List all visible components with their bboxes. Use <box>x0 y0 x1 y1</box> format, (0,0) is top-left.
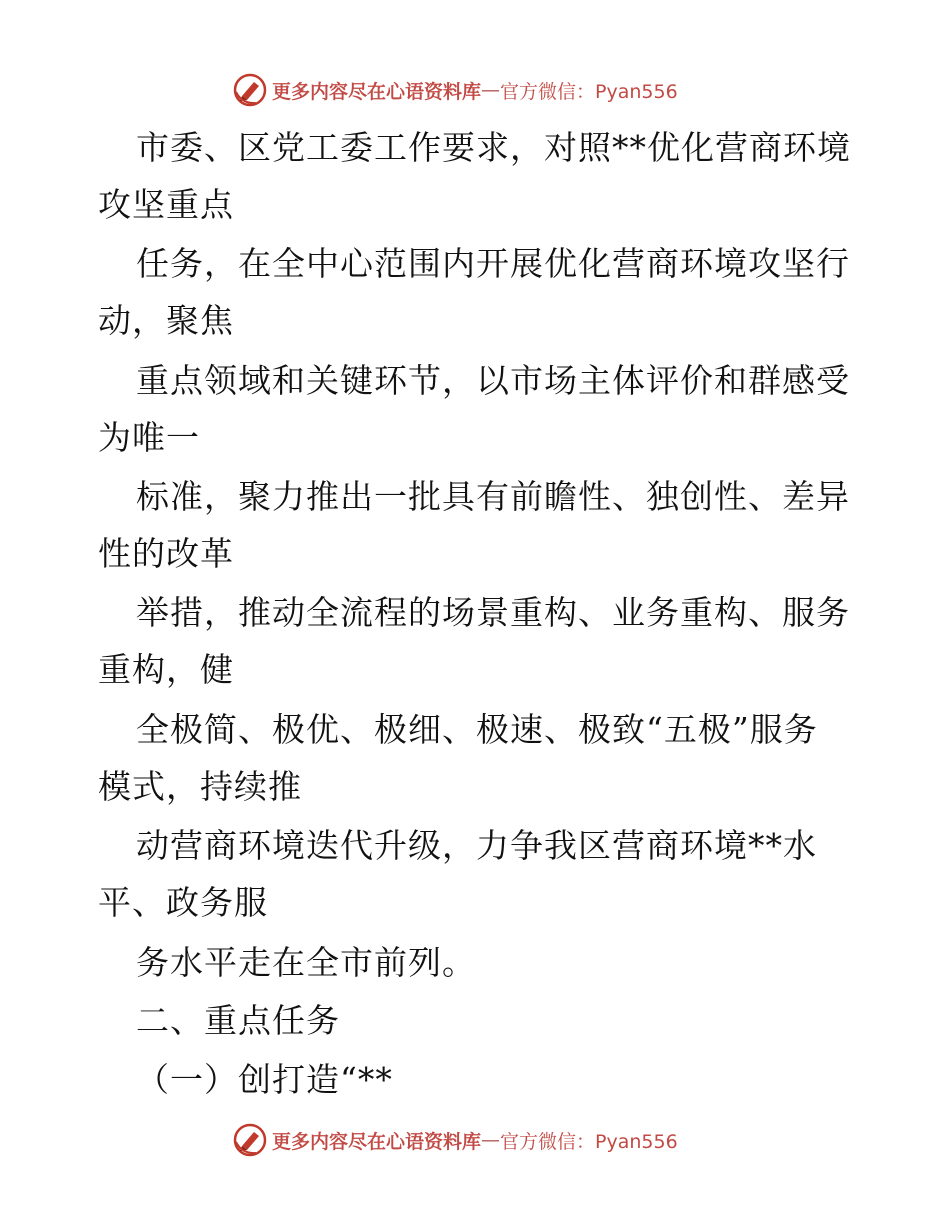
body-line: 全极简、极优、极细、极速、极致“五极”服务 <box>136 710 818 749</box>
body-line: 为唯一 <box>98 418 200 457</box>
body-line: 平、政务服 <box>98 883 268 922</box>
body-line: 举措，推动全流程的场景重构、业务重构、服务 <box>136 593 850 632</box>
watermark-wechat-text: 官方微信：Pyan556 <box>500 1130 678 1153</box>
watermark-main-text: 更多内容尽在心语资料库 <box>272 80 482 103</box>
subsection-heading: （一）创打造“** <box>136 1060 393 1099</box>
body-line: 任务，在全中心范围内开展优化营商环境攻坚行 <box>136 244 850 283</box>
pen-logo-icon <box>232 1122 268 1158</box>
body-line: 重点领域和关键环节，以市场主体评价和群感受 <box>136 361 850 400</box>
watermark-separator: — <box>481 79 501 101</box>
watermark-wechat-text: 官方微信：Pyan556 <box>500 80 678 103</box>
body-line: 标准，聚力推出一批具有前瞻性、独创性、差异 <box>136 477 850 516</box>
body-line: 市委、区党工委工作要求，对照**优化营商环境 <box>136 128 851 167</box>
body-line: 模式，持续推 <box>98 767 302 806</box>
watermark-footer <box>232 1120 732 1160</box>
body-line: 重构，健 <box>98 650 234 689</box>
watermark-separator: — <box>481 1129 501 1151</box>
body-line: 性的改革 <box>98 534 234 573</box>
watermark-main-text: 更多内容尽在心语资料库 <box>272 1130 482 1153</box>
body-line: 动营商环境迭代升级，力争我区营商环境**水 <box>136 826 817 865</box>
body-line: 攻坚重点 <box>98 185 234 224</box>
body-line: 务水平走在全市前列。 <box>136 943 476 982</box>
body-line: 动，聚焦 <box>98 301 234 340</box>
section-heading: 二、重点任务 <box>136 1001 340 1040</box>
